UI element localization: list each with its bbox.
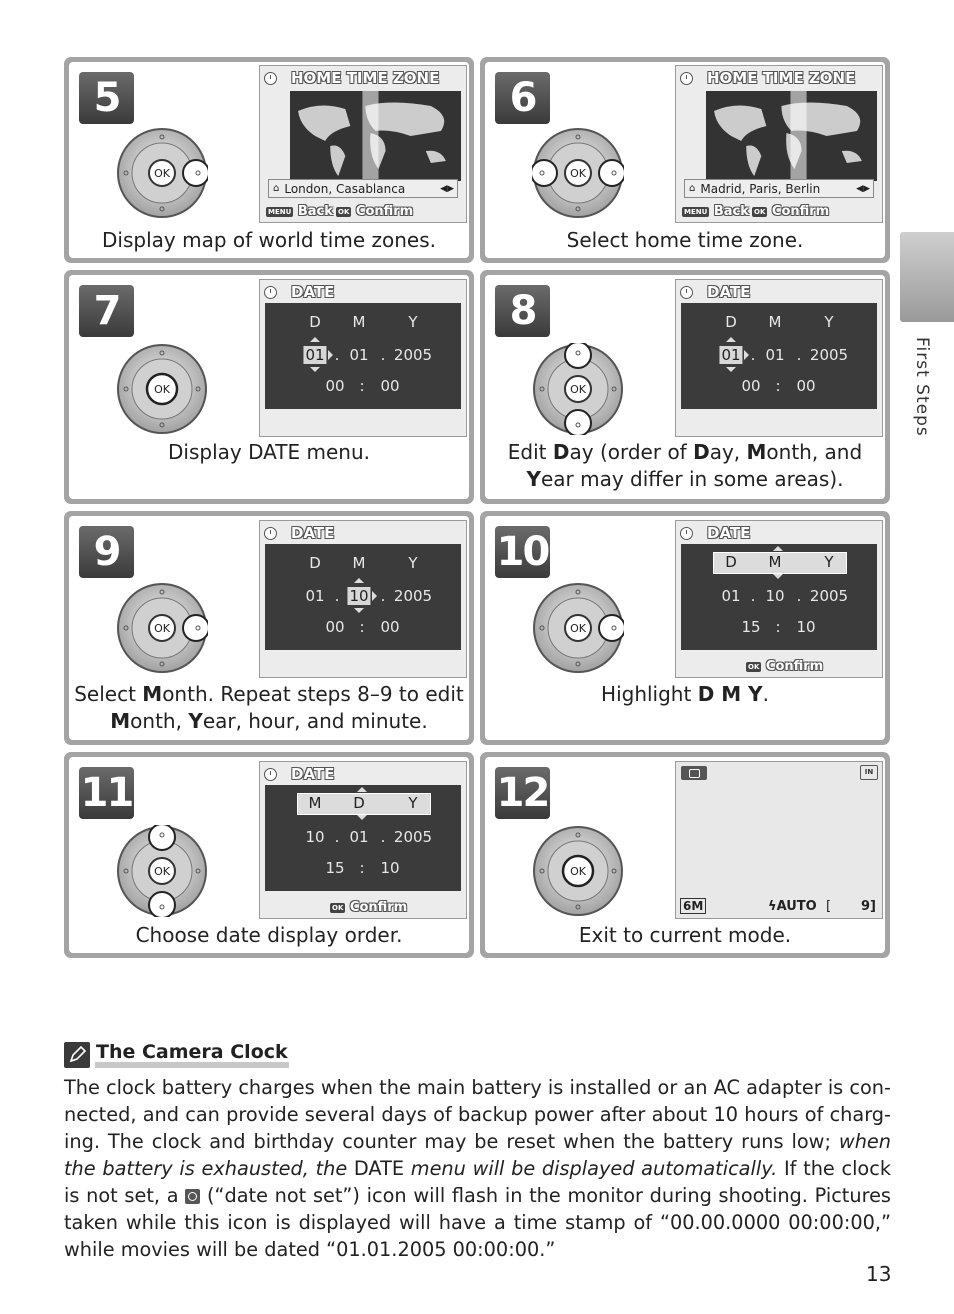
svg-text:OK: OK xyxy=(154,383,170,396)
col-label: M xyxy=(768,313,782,331)
step-caption: Highlight D M Y. xyxy=(601,682,769,706)
step-number: 8 xyxy=(495,285,550,337)
step-8-panel xyxy=(480,270,890,504)
col-label: M xyxy=(352,313,366,331)
minute-value: 10 xyxy=(380,859,400,877)
ok-button-icon: OK xyxy=(332,903,344,912)
step-number: 6 xyxy=(495,72,550,124)
monitor-screen xyxy=(259,520,467,678)
date-editor: D M Y 01 . 01 . 2005 00 : 00 xyxy=(681,303,877,409)
step-5-panel xyxy=(64,57,474,263)
year-value: 2005 xyxy=(809,587,849,605)
step-caption: Edit Day (order of Day, Month, and Year may differ in some areas). xyxy=(507,440,863,491)
internal-memory-icon: IN xyxy=(860,765,878,780)
frame-bracket-left: [ xyxy=(826,899,832,914)
left-right-arrows-icon: ◀▶ xyxy=(856,183,870,194)
col-label: D xyxy=(353,794,365,812)
svg-text:OK: OK xyxy=(154,622,170,635)
month-value: 10 xyxy=(765,587,785,605)
year-value: 2005 xyxy=(393,828,433,846)
city-selector xyxy=(684,179,874,198)
month-value: 01 xyxy=(765,346,785,364)
screen-title-text: DATE xyxy=(291,765,335,783)
step-caption: Display map of world time zones. xyxy=(102,228,436,252)
minute-value: 00 xyxy=(796,377,816,395)
ok-button-icon: OK xyxy=(748,662,760,671)
down-arrow-icon xyxy=(354,608,364,613)
month-value: 01 xyxy=(349,346,369,364)
hour-value: 15 xyxy=(741,618,761,636)
image-mode-indicator: 6M xyxy=(680,898,706,914)
home-icon: ⌂ xyxy=(689,183,696,194)
flash-icon: ϟ xyxy=(768,899,777,914)
down-arrow-icon xyxy=(310,367,320,372)
year-value: 2005 xyxy=(809,346,849,364)
col-label: D xyxy=(309,313,321,331)
multi-selector-icon xyxy=(532,825,624,917)
multi-selector-icon xyxy=(116,582,208,674)
step-number: 9 xyxy=(79,526,134,578)
date-editor: D M Y 01 . 01 . 2005 00 : 00 xyxy=(265,303,461,409)
col-label: Y xyxy=(408,554,418,572)
up-arrow-icon xyxy=(357,787,367,792)
clock-icon xyxy=(264,768,277,781)
col-label: Y xyxy=(408,313,418,331)
note-heading xyxy=(64,1042,289,1068)
col-label: Y xyxy=(824,313,834,331)
up-arrow-icon xyxy=(726,337,736,342)
screen-title-text: HOME TIME ZONE xyxy=(291,69,440,87)
day-value: 01 xyxy=(305,587,325,605)
svg-text:OK: OK xyxy=(570,383,586,396)
multi-selector-icon xyxy=(532,127,624,219)
day-value: 01 xyxy=(305,346,325,364)
screen-title-text: DATE xyxy=(291,283,335,301)
monitor-screen xyxy=(259,279,467,437)
day-value: 01 xyxy=(349,828,369,846)
up-arrow-icon xyxy=(310,337,320,342)
multi-selector-icon xyxy=(116,127,208,219)
section-tab xyxy=(900,232,954,322)
screen-footer xyxy=(260,202,466,222)
monitor-screen xyxy=(675,279,883,437)
year-value: 2005 xyxy=(393,346,433,364)
step-caption: Choose date display order. xyxy=(135,923,403,947)
ok-button-icon: OK xyxy=(754,207,766,216)
monitor-screen xyxy=(259,761,467,919)
world-map xyxy=(290,91,461,181)
menu-button-icon: MENU xyxy=(684,207,708,216)
monitor-screen xyxy=(675,520,883,678)
multi-selector-icon xyxy=(116,343,208,435)
year-value: 2005 xyxy=(393,587,433,605)
right-arrow-icon xyxy=(372,591,377,601)
screen-title-text: DATE xyxy=(707,524,751,542)
date-editor: D M Y 01 . 10 . 2005 15 : 10 xyxy=(681,544,877,650)
hour-value: 15 xyxy=(325,859,345,877)
step-7-panel xyxy=(64,270,474,504)
city-name: London, Casablanca xyxy=(284,181,406,196)
svg-text:OK: OK xyxy=(154,167,170,180)
month-value: 10 xyxy=(349,587,369,605)
clock-icon xyxy=(680,286,693,299)
clock-icon xyxy=(680,527,693,540)
screen-title xyxy=(680,69,855,87)
clock-icon xyxy=(264,527,277,540)
minute-value: 00 xyxy=(380,618,400,636)
confirm-label: Confirm xyxy=(355,204,414,219)
hour-value: 00 xyxy=(741,377,761,395)
flash-mode-indicator xyxy=(768,899,817,914)
monitor-screen xyxy=(259,65,467,223)
step-6-panel xyxy=(480,57,890,263)
page-number: 13 xyxy=(866,1262,892,1286)
screen-title xyxy=(680,283,750,301)
exposures-remaining: 9] xyxy=(861,899,876,914)
step-caption: Exit to current mode. xyxy=(578,923,792,947)
flash-mode-label: AUTO xyxy=(776,899,817,914)
screen-title xyxy=(264,69,439,87)
ok-button-icon: OK xyxy=(338,207,350,216)
multi-selector-icon xyxy=(532,343,624,435)
svg-text:OK: OK xyxy=(570,865,586,878)
left-right-arrows-icon: ◀▶ xyxy=(440,183,454,194)
multi-selector-icon xyxy=(116,825,208,917)
col-label: M xyxy=(308,794,322,812)
menu-button-icon: MENU xyxy=(268,207,292,216)
step-number: 5 xyxy=(79,72,134,124)
down-arrow-icon xyxy=(357,815,367,820)
note-title: The Camera Clock xyxy=(95,1042,289,1068)
screen-title-text: DATE xyxy=(707,283,751,301)
screen-title-text: DATE xyxy=(291,524,335,542)
city-name: Madrid, Paris, Berlin xyxy=(700,181,821,196)
camera-mode-icon xyxy=(681,766,707,780)
confirm-label: Confirm xyxy=(771,204,830,219)
step-9-panel xyxy=(64,511,474,745)
note-body: The clock battery charges when the main battery is installed or an AC adapter is con-nected, and can provide several days of backup power after about 10 hours of charg-ing. The clock and birthday counter may be reset when the battery runs low; when the battery is exhausted, the DATE menu will be displayed automatically. If the clock is not set, a (“date not set”) icon will flash in the monitor during shooting. Pictures taken while this icon is displayed will have a time stamp of “00.00.0000 00:00:00,” while movies will be dated “01.01.2005 00:00:00.” xyxy=(64,1076,891,1261)
col-label: M xyxy=(352,554,366,572)
confirm-label: Confirm xyxy=(765,659,824,674)
down-arrow-icon xyxy=(773,574,783,579)
back-label: Back xyxy=(713,204,749,219)
clock-icon xyxy=(264,72,277,85)
multi-selector-icon xyxy=(532,582,624,674)
screen-footer xyxy=(676,202,882,222)
step-number: 7 xyxy=(79,285,134,337)
right-arrow-icon xyxy=(744,350,749,360)
right-arrow-icon xyxy=(328,350,333,360)
screen-title-text: HOME TIME ZONE xyxy=(707,69,856,87)
step-number: 10 xyxy=(495,526,550,578)
side-label: First Steps xyxy=(912,337,932,437)
day-value: 01 xyxy=(721,346,741,364)
clock-icon xyxy=(680,72,693,85)
col-label: Y xyxy=(824,553,834,571)
step-11-panel xyxy=(64,752,474,958)
city-selector xyxy=(268,179,458,198)
pencil-icon xyxy=(64,1042,90,1068)
screen-title xyxy=(264,524,334,542)
back-label: Back xyxy=(297,204,333,219)
screen-title xyxy=(264,283,334,301)
clock-icon xyxy=(264,286,277,299)
confirm-label: Confirm xyxy=(349,900,408,915)
svg-text:OK: OK xyxy=(570,167,586,180)
minute-value: 00 xyxy=(380,377,400,395)
day-value: 01 xyxy=(721,587,741,605)
step-12-panel xyxy=(480,752,890,958)
screen-footer xyxy=(260,898,466,918)
down-arrow-icon xyxy=(726,367,736,372)
up-arrow-icon xyxy=(354,578,364,583)
world-map xyxy=(706,91,877,181)
month-value: 10 xyxy=(305,828,325,846)
screen-title xyxy=(264,765,334,783)
col-label: D xyxy=(309,554,321,572)
shooting-screen xyxy=(675,761,883,919)
step-caption: Select home time zone. xyxy=(566,228,804,252)
up-arrow-icon xyxy=(773,546,783,551)
col-label: D xyxy=(725,553,737,571)
step-number: 11 xyxy=(79,767,134,819)
date-not-set-icon xyxy=(185,1189,200,1204)
date-editor: M D Y 10 . 01 . 2005 15 : 10 xyxy=(265,785,461,891)
step-caption: Select Month. Repeat steps 8–9 to edit Month, Year, hour, and minute. xyxy=(74,682,464,733)
step-10-panel xyxy=(480,511,890,745)
home-icon: ⌂ xyxy=(273,183,280,194)
step-number: 12 xyxy=(495,767,550,819)
screen-title xyxy=(680,524,750,542)
hour-value: 00 xyxy=(325,377,345,395)
col-label: Y xyxy=(408,794,418,812)
svg-text:OK: OK xyxy=(154,865,170,878)
col-label: D xyxy=(725,313,737,331)
monitor-screen xyxy=(675,65,883,223)
hour-value: 00 xyxy=(325,618,345,636)
screen-footer xyxy=(676,657,882,677)
step-caption: Display DATE menu. xyxy=(168,440,370,464)
col-label: M xyxy=(768,553,782,571)
date-editor: D M Y 01 . 10 . 2005 00 : 00 xyxy=(265,544,461,650)
minute-value: 10 xyxy=(796,618,816,636)
svg-text:OK: OK xyxy=(570,622,586,635)
